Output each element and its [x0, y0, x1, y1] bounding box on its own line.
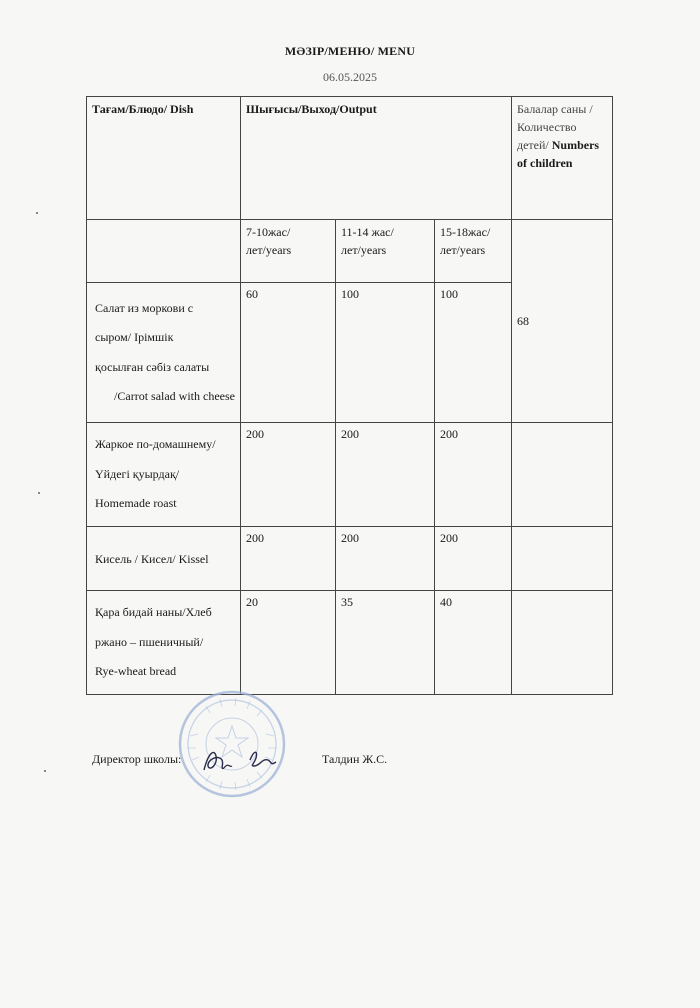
dish-cell [87, 527, 241, 591]
menu-date: 06.05.2025 [323, 70, 377, 84]
age-group-15-18: 15-18жас/лет/years [435, 220, 512, 283]
dish-line: /Carrot salad with cheese [114, 388, 235, 403]
dish-line: Үйдегі қуырдақ/ [95, 466, 180, 481]
scan-dot [36, 212, 38, 214]
empty-cell [87, 220, 241, 283]
dish-line: Жаркое по-домашнему/ [95, 437, 216, 452]
output-value: 200 [241, 527, 336, 591]
table-row [87, 527, 613, 591]
output-value: 200 [336, 423, 435, 527]
scan-dot [38, 492, 40, 494]
dish-line: Rye-wheat bread [95, 664, 177, 679]
dish-line: қосылған сәбіз салаты [95, 359, 210, 374]
empty-cell [512, 423, 613, 527]
header-children-line2: Numbers of children [517, 138, 600, 170]
empty-cell [512, 591, 613, 695]
director-name: Талдин Ж.С. [322, 752, 388, 766]
output-value: 100 [336, 283, 435, 423]
table-row [87, 423, 613, 527]
header-children [512, 97, 613, 220]
menu-table [86, 96, 613, 695]
output-value: 200 [435, 423, 512, 527]
output-value: 100 [435, 283, 512, 423]
dish-line: Кисель / Кисел/ Kissel [95, 551, 209, 566]
dish-line: Homemade roast [95, 496, 177, 511]
header-output: Шығысы/Выход/Output [241, 97, 512, 220]
dish-line: ржано – пшеничный/ [95, 634, 204, 649]
output-value: 200 [435, 527, 512, 591]
output-value: 40 [435, 591, 512, 695]
age-group-7-10: 7-10жас/лет/years [241, 220, 336, 283]
director-label: Директор школы: [92, 752, 182, 766]
header-dish: Тағам/Блюдо/ Dish [87, 97, 241, 220]
age-group-11-14: 11-14 жас/лет/years [336, 220, 435, 283]
director-signature [198, 740, 290, 784]
scan-dot [44, 770, 46, 772]
empty-cell [512, 527, 613, 591]
output-value: 35 [336, 591, 435, 695]
output-value: 200 [241, 423, 336, 527]
dish-line: сыром/ Ірімшік [95, 330, 174, 345]
output-value: 60 [241, 283, 336, 423]
dish-line: Салат из моркови с [95, 300, 194, 315]
output-value: 200 [336, 527, 435, 591]
header-children-line1: Балалар саны /Количество детей/ [517, 102, 593, 152]
output-value: 20 [241, 591, 336, 695]
children-count: 68 [512, 220, 613, 423]
table-row [87, 591, 613, 695]
dish-cell [87, 423, 241, 527]
page-title: МӘЗІР/МЕНЮ/ MENU [284, 44, 416, 58]
dish-cell [87, 591, 241, 695]
dish-line: Қара бидай наны/Хлеб [95, 605, 212, 620]
dish-cell [87, 283, 241, 423]
